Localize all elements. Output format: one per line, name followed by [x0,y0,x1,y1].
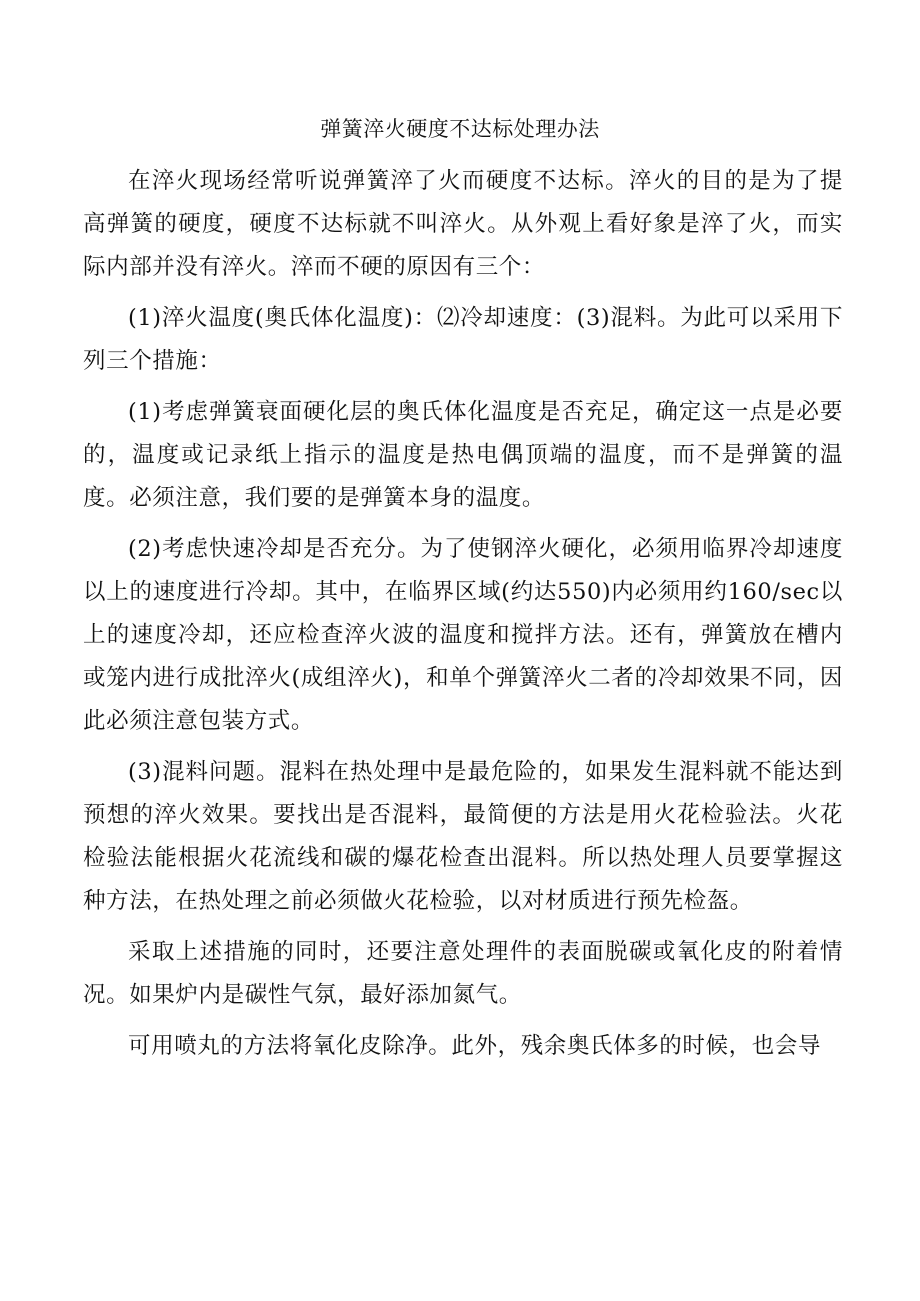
document-body [83,160,843,1076]
paragraph-intro: 在淬火现场经常听说弹簧淬了火而硬度不达标。淬火的目的是为了提高弹簧的硬度，硬度不达标就不叫淬火。从外观上看好象是淬了火，而实际内部并没有淬火。淬而不硬的原因有三个： [83,168,843,280]
paragraph-surface: 采取上述措施的同时，还要注意处理件的表面脱碳或氧化皮的附着情况。如果炉内是碳性气氛，最好添加氮气。 [83,939,843,1008]
paragraph-measure-1: (1)考虑弹簧衰面硬化层的奥氏体化温度是否充足，确定这一点是必要的，温度或记录纸上指示的温度是热电偶顶端的温度，而不是弹簧的温度。必须注意，我们要的是弹簧本身的温度。 [83,399,843,511]
paragraph-measure-2: (2)考虑快速冷却是否充分。为了使钢淬火硬化，必须用临界冷却速度以上的速度进行冷却。其中，在临界区域(约达550)内必须用约160/sec以上的速度冷却，还应检查淬火波的温度和搅拌方法。还有，弹簧放在槽内或笼内进行成批淬火(成组淬火)，和单个弹簧淬火二者的冷却效果不同，因此必须注意包装方式。 [83,536,843,734]
paragraph-shot-peening: 可用喷丸的方法将氧化皮除净。此外，残余奥氏体多的时候，也会导 [128,1033,822,1059]
document-title: 弹簧淬火硬度不达标处理办法 [320,117,600,141]
paragraph-causes: (1)淬火温度(奥氏体化温度)：⑵冷却速度：(3)混料。为此可以采用下列三个措施： [83,305,843,374]
paragraph-measure-3: (3)混料问题。混料在热处理中是最危险的，如果发生混料就不能达到预想的淬火效果。要找出是否混料，最简便的方法是用火花检验法。火花检验法能根据火花流线和碳的爆花检查出混料。所以热处理人员要掌握这种方法，在热处理之前必须做火花检验，以对材质进行预先检盔。 [83,759,843,914]
